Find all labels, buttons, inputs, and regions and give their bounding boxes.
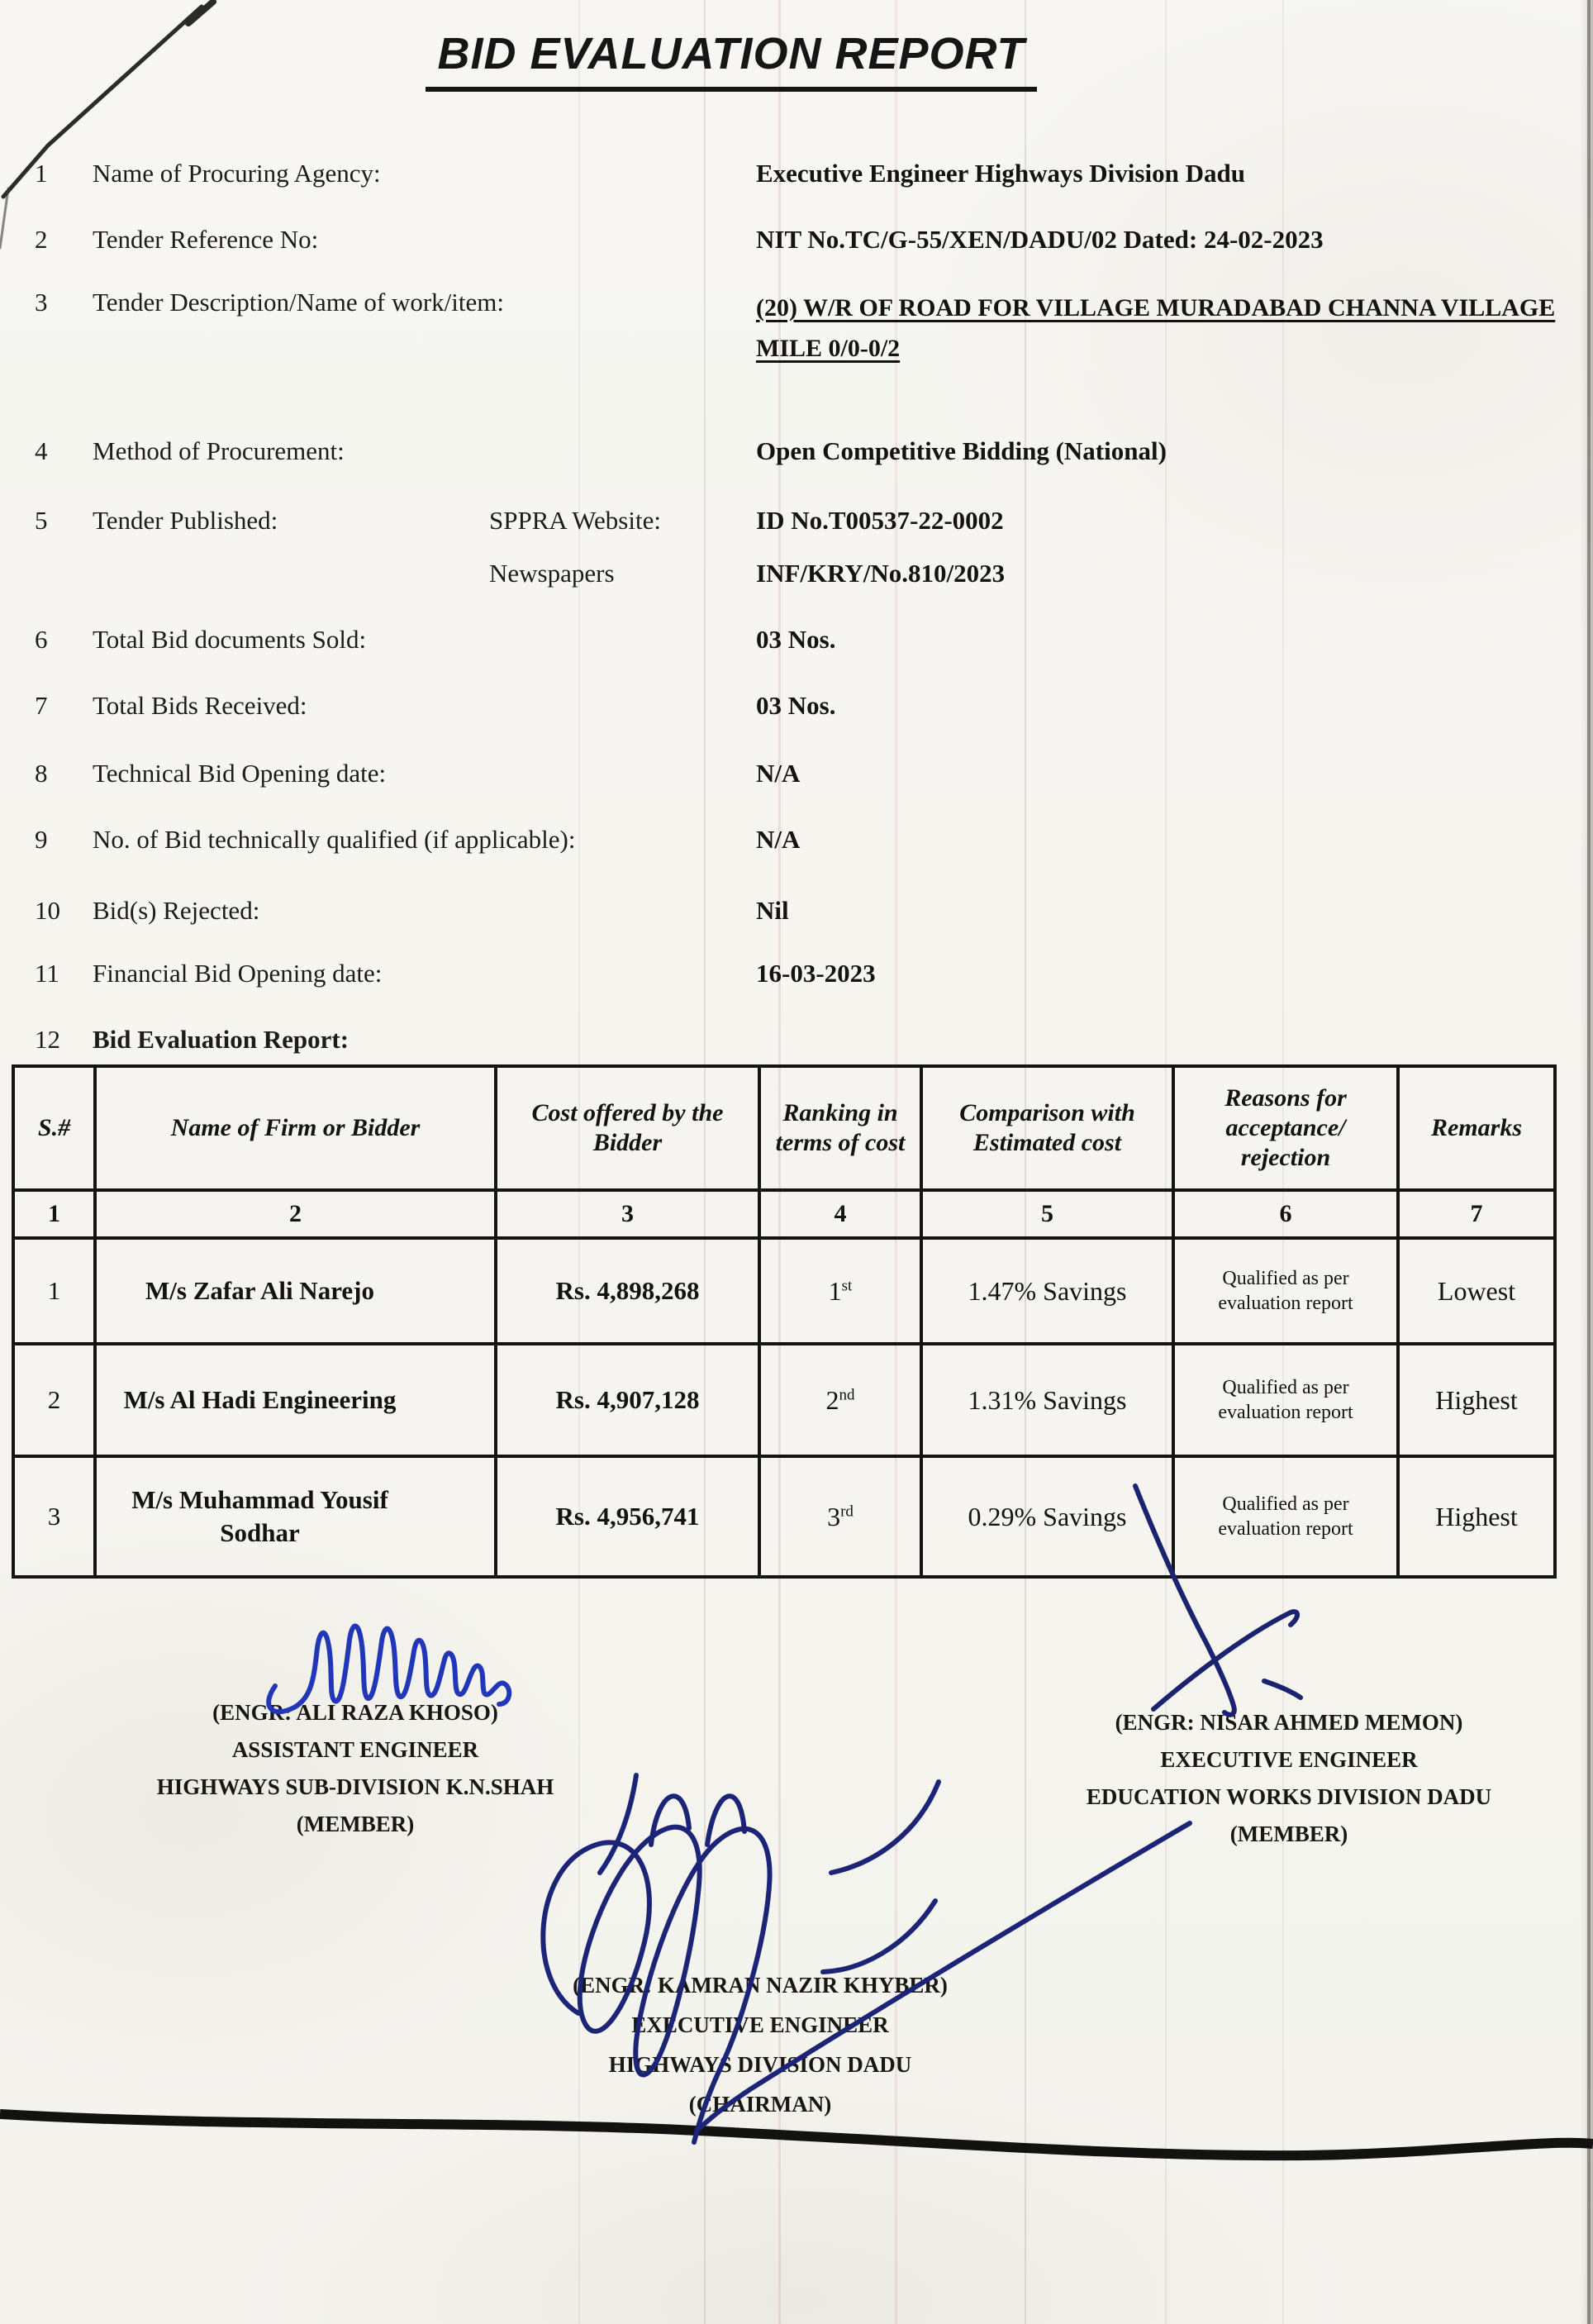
- row-number: 4: [35, 436, 48, 465]
- rank-value: 3: [827, 1501, 841, 1531]
- row-number: 3: [35, 288, 48, 317]
- signatory-role: (MEMBER): [296, 1812, 415, 1836]
- col-header-cost: Cost offered by the Bidder: [496, 1066, 759, 1190]
- row-sublabel: Newspapers: [489, 559, 615, 588]
- cost-cell: Rs. 4,956,741: [496, 1456, 759, 1577]
- row-value: 03 Nos.: [756, 625, 836, 654]
- signatory-office: EDUCATION WORKS DIVISION DADU: [1086, 1784, 1492, 1809]
- rank-cell: [759, 1456, 921, 1577]
- signatory-role: (MEMBER): [1229, 1822, 1348, 1846]
- row-label: Method of Procurement:: [93, 436, 345, 465]
- row-number: 10: [35, 896, 60, 925]
- row-number: 9: [35, 825, 48, 854]
- col-number: 4: [759, 1190, 921, 1238]
- comparison-cell: 1.31% Savings: [921, 1344, 1173, 1456]
- row-number: 1: [35, 159, 48, 188]
- col-header-remarks: Remarks: [1398, 1066, 1555, 1190]
- firm-cell: M/s Muhammad Yousif Sodhar: [95, 1456, 496, 1577]
- col-header-ranking: Ranking in terms of cost: [759, 1066, 921, 1190]
- row-label: Bid Evaluation Report:: [93, 1025, 350, 1054]
- firm-cell: M/s Zafar Ali Narejo: [95, 1238, 496, 1344]
- row-value: Nil: [756, 896, 789, 925]
- sn-cell: 3: [13, 1456, 95, 1577]
- cost-cell: Rs. 4,898,268: [496, 1238, 759, 1344]
- row-label: Technical Bid Opening date:: [93, 759, 387, 788]
- signatory-role: (CHAIRMAN): [688, 2092, 832, 2117]
- table-row: [13, 1238, 1555, 1344]
- row-number: 8: [35, 759, 48, 788]
- signatory-office: HIGHWAYS DIVISION DADU: [608, 2052, 912, 2077]
- firm-cell: M/s Al Hadi Engineering: [95, 1344, 496, 1456]
- row-label: Financial Bid Opening date:: [93, 959, 383, 988]
- row-value: N/A: [756, 825, 801, 854]
- rank-ordinal: st: [841, 1276, 853, 1294]
- col-number: 6: [1173, 1190, 1398, 1238]
- reason-cell: Qualified as per evaluation report: [1173, 1238, 1398, 1344]
- row-label: Tender Description/Name of work/item:: [93, 288, 504, 317]
- row-value: Executive Engineer Highways Division Dadu: [756, 159, 1245, 188]
- row-number: 12: [35, 1025, 60, 1054]
- col-number: 3: [496, 1190, 759, 1238]
- col-number: 2: [95, 1190, 496, 1238]
- table-row: [13, 1344, 1555, 1456]
- sn-cell: 2: [13, 1344, 95, 1456]
- rank-value: 2: [825, 1384, 839, 1415]
- sn-cell: 1: [13, 1238, 95, 1344]
- col-number: 1: [13, 1190, 95, 1238]
- row-label: Total Bids Received:: [93, 691, 307, 720]
- row-value: NIT No.TC/G-55/XEN/DADU/02 Dated: 24-02-2023: [756, 225, 1324, 254]
- signatory-member-left: [99, 1694, 611, 1843]
- row-value: Open Competitive Bidding (National): [756, 436, 1167, 465]
- rank-cell: [759, 1344, 921, 1456]
- col-number: 5: [921, 1190, 1173, 1238]
- row-sublabel: SPPRA Website:: [489, 506, 661, 535]
- bid-evaluation-table: [12, 1064, 1557, 1579]
- reason-cell: Qualified as per evaluation report: [1173, 1456, 1398, 1577]
- signatory-chairman: [471, 1965, 1049, 2124]
- cost-cell: Rs. 4,907,128: [496, 1344, 759, 1456]
- row-number: 2: [35, 225, 48, 254]
- col-header-comparison: Comparison with Estimated cost: [921, 1066, 1173, 1190]
- signatory-designation: EXECUTIVE ENGINEER: [631, 2012, 889, 2037]
- remarks-cell: Highest: [1398, 1456, 1555, 1577]
- row-value: (20) W/R OF ROAD FOR VILLAGE MURADABAD CHANNA VILLAGE MILE 0/0-0/2: [756, 294, 1556, 362]
- reason-cell: Qualified as per evaluation report: [1173, 1344, 1398, 1456]
- row-label: Name of Procuring Agency:: [93, 159, 381, 188]
- comparison-cell: 0.29% Savings: [921, 1456, 1173, 1577]
- column-number-row: [13, 1190, 1555, 1238]
- row-value: 03 Nos.: [756, 691, 836, 720]
- rank-ordinal: rd: [840, 1502, 854, 1520]
- row-label: Bid(s) Rejected:: [93, 896, 260, 925]
- row-value: ID No.T00537-22-0002: [756, 506, 1004, 535]
- remarks-cell: Lowest: [1398, 1238, 1555, 1344]
- page-title: BID EVALUATION REPORT: [355, 28, 1107, 92]
- table-header-row: [13, 1066, 1555, 1190]
- row-number: 6: [35, 625, 48, 654]
- signatory-name: (ENGR: KAMRAN NAZIR KHYBER): [573, 1973, 948, 1998]
- col-header-reasons: Reasons for acceptance/ rejection: [1173, 1066, 1398, 1190]
- signatory-name: (ENGR: ALI RAZA KHOSO): [212, 1700, 498, 1725]
- signatory-office: HIGHWAYS SUB-DIVISION K.N.SHAH: [156, 1774, 554, 1799]
- row-number: 7: [35, 691, 48, 720]
- rank-value: 1: [828, 1275, 842, 1306]
- signatory-member-right: [1000, 1704, 1578, 1853]
- rank-cell: [759, 1238, 921, 1344]
- corner-scratch-mark: [0, 2, 213, 248]
- signatory-designation: ASSISTANT ENGINEER: [231, 1737, 479, 1762]
- row-value: N/A: [756, 759, 801, 788]
- row-number: 5: [35, 506, 48, 535]
- comparison-cell: 1.47% Savings: [921, 1238, 1173, 1344]
- row-number: 11: [35, 959, 59, 988]
- col-header-sn: S.#: [13, 1066, 95, 1190]
- col-header-firm: Name of Firm or Bidder: [95, 1066, 496, 1190]
- table-row: [13, 1456, 1555, 1577]
- col-number: 7: [1398, 1190, 1555, 1238]
- row-label: No. of Bid technically qualified (if applicable):: [93, 825, 576, 854]
- page-edge-line: [1587, 0, 1591, 2324]
- rank-ordinal: nd: [839, 1385, 855, 1403]
- row-value: 16-03-2023: [756, 959, 876, 988]
- remarks-cell: Highest: [1398, 1344, 1555, 1456]
- row-label: Total Bid documents Sold:: [93, 625, 367, 654]
- signatory-designation: EXECUTIVE ENGINEER: [1160, 1747, 1418, 1772]
- row-value: INF/KRY/No.810/2023: [756, 559, 1006, 588]
- row-label: Tender Published:: [93, 506, 278, 535]
- row-label: Tender Reference No:: [93, 225, 319, 254]
- signatory-name: (ENGR: NISAR AHMED MEMON): [1115, 1710, 1463, 1735]
